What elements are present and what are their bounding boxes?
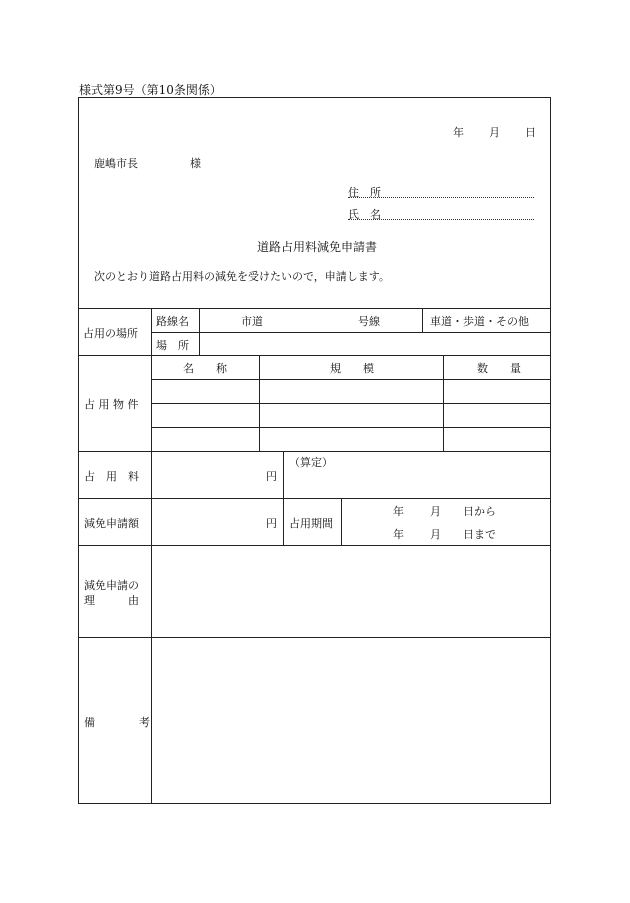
date-day-label: 日 — [525, 126, 536, 139]
objects-col-scale: 規 模 — [330, 362, 374, 375]
applicant-name-label: 氏 名 — [348, 208, 381, 221]
row-divider-location — [78, 308, 551, 309]
document-title: 道路占用料減免申請書 — [257, 240, 378, 254]
period-to-year: 年 — [393, 528, 404, 541]
reason-label-line1: 減免申請の — [84, 579, 139, 592]
intro-text: 次のとおり道路占用料の減免を受けたいので，申請します。 — [94, 270, 390, 283]
objects-col-divider-1 — [259, 355, 260, 451]
objects-label: 占 用 物 件 — [84, 398, 139, 411]
row-divider-fee — [78, 451, 551, 452]
objects-row-divider-1 — [151, 403, 551, 404]
place-label: 場 所 — [156, 339, 189, 352]
route-row-divider — [151, 332, 551, 333]
road-type-label: 車道・歩道・その他 — [430, 315, 529, 328]
frame-bottom — [78, 803, 551, 804]
row-divider-reason — [78, 545, 551, 546]
form-number: 様式第9号（第10条関係） — [79, 83, 222, 97]
date-year-label: 年 — [453, 126, 464, 139]
objects-header-divider — [151, 379, 551, 380]
frame-top — [78, 97, 551, 98]
addressee: 鹿嶋市長 — [94, 157, 138, 170]
exemption-yen-unit: 円 — [266, 517, 277, 530]
objects-row-divider-2 — [151, 427, 551, 428]
road-type-divider — [422, 308, 423, 332]
row-divider-remarks — [78, 637, 551, 638]
period-to-day: 日まで — [463, 528, 496, 541]
period-to-month: 月 — [430, 528, 441, 541]
honorific: 様 — [190, 157, 201, 170]
exemption-amount-label: 減免申請額 — [84, 517, 139, 530]
name-field[interactable] — [348, 219, 534, 220]
route-label-divider — [199, 308, 200, 355]
objects-col-quantity: 数 量 — [477, 362, 521, 375]
address-field[interactable] — [348, 197, 534, 198]
reason-label-line2: 理 由 — [84, 594, 139, 607]
objects-col-divider-2 — [443, 355, 444, 451]
label-column-divider — [151, 308, 152, 804]
fee-calculation-label: （算定） — [289, 456, 333, 469]
route-name-label: 路線名 — [156, 315, 189, 328]
date-month-label: 月 — [489, 126, 500, 139]
location-label: 占用の場所 — [83, 327, 138, 340]
row-divider-exemption — [78, 498, 551, 499]
city-road-label: 市道 — [241, 315, 263, 328]
fee-yen-unit: 円 — [266, 470, 277, 483]
occupancy-period-label: 占用期間 — [289, 517, 333, 530]
period-label-divider — [341, 498, 342, 546]
fee-label: 占 用 料 — [84, 470, 139, 483]
route-number-label: 号線 — [358, 315, 380, 328]
period-from-day: 日から — [463, 505, 496, 518]
remarks-label: 備 考 — [84, 716, 150, 729]
row-divider-objects — [78, 355, 551, 356]
objects-col-name: 名 称 — [183, 362, 227, 375]
period-from-month: 月 — [430, 505, 441, 518]
applicant-address-label: 住 所 — [348, 186, 381, 199]
period-from-year: 年 — [393, 505, 404, 518]
